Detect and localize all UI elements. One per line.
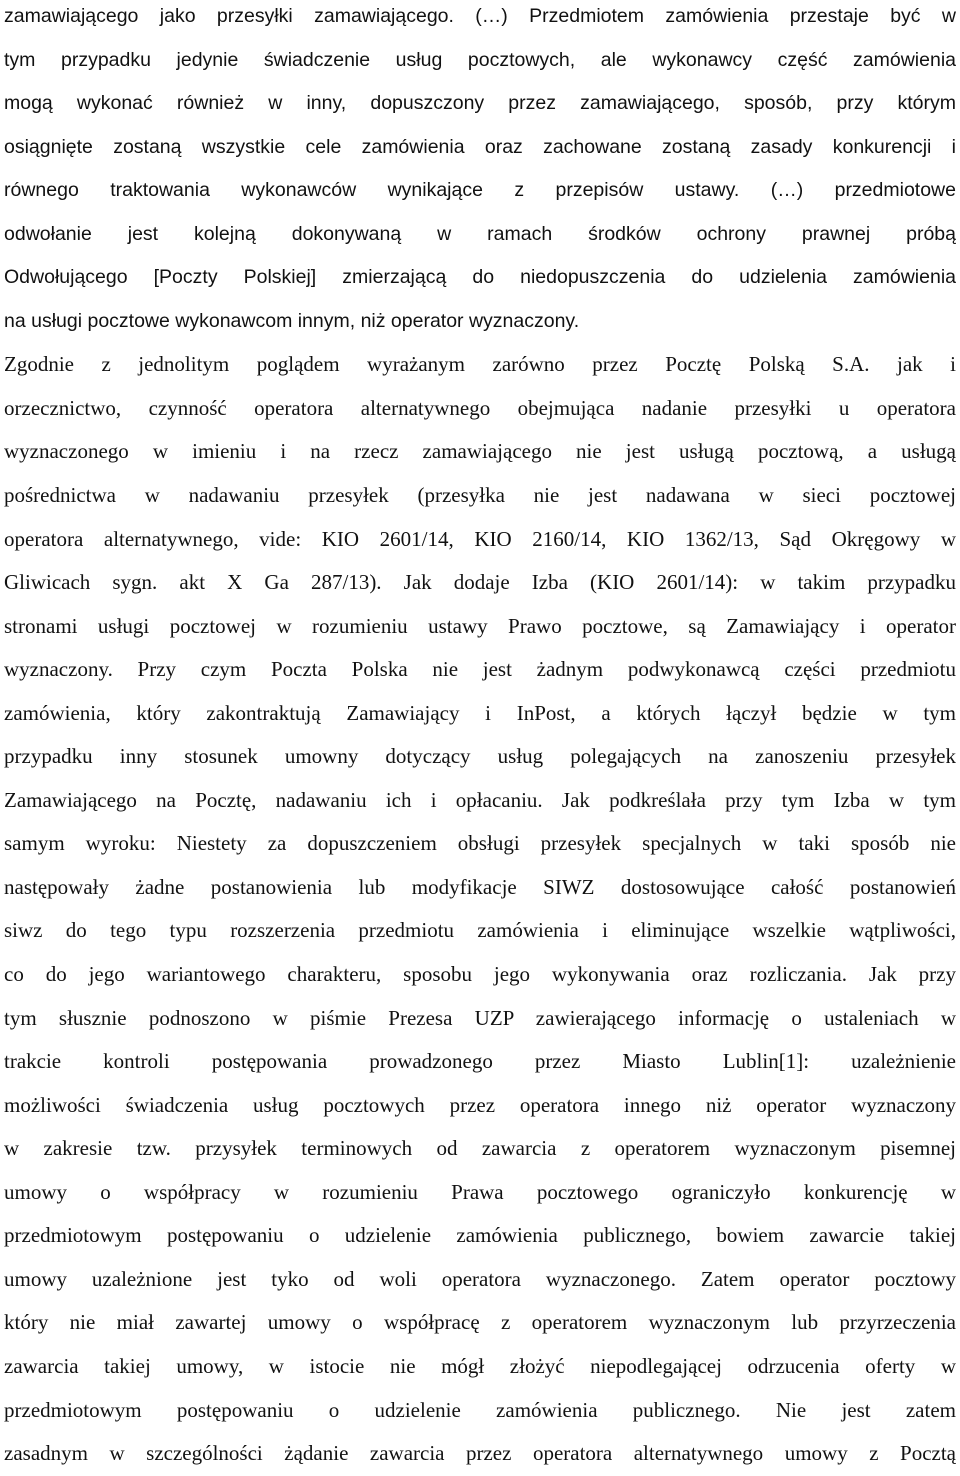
text-line: przedmiotowym postępowaniu o udzielenie zamówienia publicznego, bowiem zawarcie takiej xyxy=(4,1223,956,1248)
text-line: odwołanie jest kolejną dokonywaną w ramach środków ochrony prawnej próbą xyxy=(4,222,956,245)
text-line: równego traktowania wykonawców wynikające z przepisów ustawy. (…) przedmiotowe xyxy=(4,179,956,202)
text-line: wyznaczony. Przy czym Poczta Polska nie jest żadnym podwykonawcą części przedmiotu xyxy=(4,657,956,682)
text-line: osiągnięte zostaną wszystkie cele zamówienia oraz zachowane zostaną zasady konkurencji i xyxy=(4,135,956,158)
text-line: Zgodnie z jednolitym poglądem wyrażanym zarówno przez Pocztę Polską S.A. jak i xyxy=(4,352,956,377)
text-line: co do jego wariantowego charakteru, sposobu jego wykonywania oraz rozliczania. Jak przy xyxy=(4,962,956,987)
text-line: przedmiotowym postępowaniu o udzielenie zamówienia publicznego. Nie jest zatem xyxy=(4,1397,956,1422)
text-line: w zakresie tzw. przysyłek terminowych od zawarcia z operatorem wyznaczonym pisemnej xyxy=(4,1136,956,1161)
text-line: operatora alternatywnego, vide: KIO 2601/14, KIO 2160/14, KIO 1362/13, Sąd Okręgowy w xyxy=(4,526,956,551)
text-line: umowy uzależnione jest tyko od woli operatora wyznaczonego. Zatem operator pocztowy xyxy=(4,1266,956,1291)
text-line: wyznaczonego w imieniu i na rzecz zamawiającego nie jest usługą pocztową, a usługą xyxy=(4,439,956,464)
text-line: Gliwicach sygn. akt X Ga 287/13). Jak dodaje Izba (KIO 2601/14): w takim przypadku xyxy=(4,570,956,595)
text-line: przypadku inny stosunek umowny dotyczący usług polegających na zanoszeniu przesyłek xyxy=(4,744,956,769)
text-line: który nie miał zawartej umowy o współpracę z operatorem wyznaczonym lub przyrzeczenia xyxy=(4,1310,956,1335)
text-line: zawarcia takiej umowy, w istocie nie mógł złożyć niepodlegającej odrzucenia oferty w xyxy=(4,1353,956,1378)
text-line: na usługi pocztowe wykonawcom innym, niż operator wyznaczony. xyxy=(4,309,580,332)
text-line: możliwości świadczenia usług pocztowych przez operatora innego niż operator wyznaczony xyxy=(4,1092,956,1117)
document-page xyxy=(4,0,956,1476)
text-line: tym słusznie podnoszono w piśmie Prezesa UZP zawierającego informację o ustaleniach w xyxy=(4,1005,956,1030)
text-line: samym wyroku: Niestety za dopuszczeniem obsługi przesyłek specjalnych w taki sposób nie xyxy=(4,831,956,856)
text-line: mogą wykonać również w inny, dopuszczony przez zamawiającego, sposób, przy którym xyxy=(4,92,956,115)
text-line: umowy o współpracy w rozumieniu Prawa pocztowego ograniczyło konkurencję w xyxy=(4,1179,956,1204)
text-line: orzecznictwo, czynność operatora alternatywnego obejmująca nadanie przesyłki u operatora xyxy=(4,395,956,420)
text-line: Odwołującego [Poczty Polskiej] zmierzającą do niedopuszczenia do udzielenia zamówienia xyxy=(4,266,956,289)
text-line: zamawiającego jako przesyłki zamawiającego. (…) Przedmiotem zamówienia przestaje być w xyxy=(4,5,956,27)
text-line: pośrednictwa w nadawaniu przesyłek (przesyłka nie jest nadawana w sieci pocztowej xyxy=(4,483,956,508)
text-line: siwz do tego typu rozszerzenia przedmiotu zamówienia i eliminujące wszelkie wątpliwości, xyxy=(4,918,956,943)
text-line: Zamawiającego na Pocztę, nadawaniu ich i opłacaniu. Jak podkreślała przy tym Izba w tym xyxy=(4,787,956,812)
text-line: stronami usługi pocztowej w rozumieniu ustawy Prawo pocztowe, są Zamawiający i operator xyxy=(4,613,956,638)
text-line: trakcie kontroli postępowania prowadzonego przez Miasto Lublin[1]: uzależnienie xyxy=(4,1049,956,1074)
text-line: tym przypadku jedynie świadczenie usług pocztowych, ale wykonawcy część zamówienia xyxy=(4,48,956,71)
text-line: zamówienia, który zakontraktują Zamawiający i InPost, a których łączył będzie w tym xyxy=(4,700,956,725)
text-line: zasadnym w szczególności żądanie zawarcia przez operatora alternatywnego umowy z Pocztą xyxy=(4,1441,956,1466)
text-line: następowały żadne postanowienia lub modyfikacje SIWZ dostosowujące całość postanowień xyxy=(4,874,956,899)
